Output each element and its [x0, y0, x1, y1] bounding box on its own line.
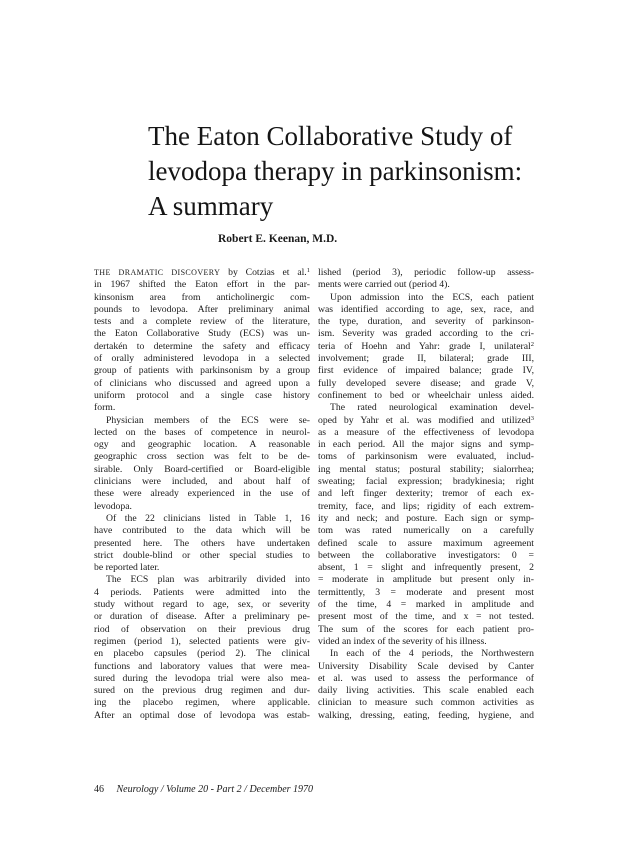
text-line: geographic cross section was felt to be de-: [94, 451, 310, 463]
text-line: After an optimal dose of levodopa was estab-: [94, 709, 310, 721]
footnote-ref: 2: [530, 340, 534, 348]
text-line: = moderate in amplitude but present only in-: [318, 574, 534, 586]
text-line: toms of parkinsonism were evaluated, includ-: [318, 451, 534, 463]
text-line: as a measure of the effectiveness of levodopa: [318, 426, 534, 438]
text-line: In each of the 4 periods, the Northwestern: [330, 648, 534, 660]
text-line: was identified according to age, sex, race, and: [318, 303, 534, 315]
text-line: uniform protocol and a single case history: [94, 389, 310, 401]
text-line: kinsonism area from anticholinergic com-: [94, 291, 310, 303]
text-line: daily living activities. This scale enabled each: [318, 685, 534, 697]
text-line: pounds to levodopa. After preliminary animal: [94, 303, 310, 315]
paragraph: [94, 574, 310, 722]
title-line: levodopa therapy in parkinsonism:: [148, 156, 523, 186]
text-line: teria of Hoehn and Yahr: grade I, unilateral$^2$: [318, 340, 534, 352]
text-line: have contributed to the data which will be: [94, 525, 310, 537]
paragraph: [318, 292, 534, 403]
text-line: University Disability Scale devised by Canter: [318, 660, 534, 672]
text-line: riod of observation on their previous drug: [94, 623, 310, 635]
title-line: The Eaton Collaborative Study of: [148, 121, 513, 151]
paragraph: [94, 513, 310, 574]
text-line: form.: [94, 402, 116, 414]
text-line: walking, dressing, eating, feeding, hygiene, and: [318, 709, 534, 721]
page-number: 46: [94, 784, 104, 795]
text-line: involvement; grade II, bilateral; grade III,: [318, 353, 534, 365]
text-line: confinement to bed or wheelchair unless aided.: [318, 389, 534, 401]
footnote-ref: 1: [306, 267, 310, 274]
text-line: of clinicians who discussed and agreed upon a: [94, 377, 310, 389]
text-line: ism. Severity was graded according to the cri-: [318, 328, 534, 340]
text-line: first evidence of impaired balance; grade IV,: [318, 365, 534, 377]
text-line: functions and laboratory values that were mea-: [94, 660, 310, 672]
text-line: of the time, 4 = marked in amplitude and: [318, 599, 534, 611]
text-line: these were already experienced in the use of: [94, 488, 310, 500]
text-line: 4 periods. Patients were admitted into the: [94, 586, 310, 598]
text-line: in each period. All the major signs and symp-: [318, 439, 534, 451]
text-line: regimen (period 1), selected patients were giv-: [94, 635, 310, 647]
text-line: oped by Yahr et al. was modified and utilized$^3$: [318, 414, 534, 426]
text-line: or duration of disease. After a preliminary pe-: [94, 611, 310, 623]
paragraph: [318, 402, 534, 648]
text-line: dertakén to determine the safety and efficacy: [94, 340, 310, 352]
text-line: ments were carried out (period 4).: [318, 279, 450, 291]
text-line: of orally administered levodopa in a selected: [94, 353, 310, 365]
text-line: lected on the bases of competence in neurol-: [94, 426, 310, 438]
text-line: ing mental status; postural stability; sialorrhea;: [318, 463, 534, 475]
text-line: tremity, face, and lips; rigidity of each extrem-: [318, 500, 534, 512]
paragraph: [94, 267, 310, 415]
text-line: THE DRAMATIC DISCOVERY by Cotzias et al.$^1$: [94, 267, 310, 278]
text-line: levodopa.: [94, 500, 132, 512]
text-line: in 1967 shifted the Eaton effort in the par-: [94, 279, 310, 291]
text-line: ogy and geographic location. A reasonable: [94, 439, 310, 451]
text-line: clinicians were included, and about half of: [94, 476, 310, 488]
text-line: the Eaton Collaborative Study (ECS) was un-: [94, 328, 310, 340]
title-line: A summary: [148, 191, 274, 221]
article-title: [148, 119, 568, 224]
paragraph: [94, 415, 310, 513]
footnote-ref: 3: [530, 414, 534, 422]
right-column: [318, 267, 534, 722]
text-line: The sum of the scores for each patient pro-: [318, 623, 534, 635]
text-line: tom was rated numerically on a carefully: [318, 525, 534, 537]
text-line: presented here. The others have undertaken: [94, 537, 310, 549]
text-line: be reported later.: [94, 562, 160, 574]
text-line: group of patients with parkinsonism by a group: [94, 365, 310, 377]
text-line: sweating; facial expression; bradykinesia; right: [318, 476, 534, 488]
text-line: The ECS plan was arbitrarily divided into: [106, 574, 310, 586]
text-line: defined scale to assure maximum agreement: [318, 537, 534, 549]
paragraph: [318, 267, 534, 292]
text-line: absent, 1 = slight and infrequently present, 2: [318, 562, 534, 574]
text-line: The rated neurological examination devel-: [330, 402, 534, 414]
text-line: present most of the time, and x = not tested.: [318, 611, 534, 623]
author-byline: Robert E. Keenan, M.D.: [218, 233, 338, 245]
text-line: ity and neck; and posture. Each sign or symp-: [318, 512, 534, 524]
text-line: tests and a complete review of the literature,: [94, 316, 310, 328]
lead-in-smallcaps: THE DRAMATIC DISCOVERY: [94, 268, 221, 277]
text-line: clinician to measure such common activities as: [318, 697, 534, 709]
text-line: Upon admission into the ECS, each patient: [330, 291, 534, 303]
text-line: lished (period 3), periodic follow-up assess-: [318, 267, 534, 278]
text-line: fully developed severe disease; and grade V,: [318, 377, 534, 389]
journal-citation: Neurology / Volume 20 - Part 2 / December 1970: [116, 784, 314, 795]
text-line: vided an index of the severity of his illness.: [318, 635, 487, 647]
text-line: Physician members of the ECS were se-: [106, 414, 310, 426]
text-line: et al. was used to assess the performance of: [318, 672, 534, 684]
text-line: termittently, 3 = moderate and present most: [318, 586, 534, 598]
text-line: the type, duration, and severity of parkinson-: [318, 316, 534, 328]
text-line: sured on the previous drug regimen and dur-: [94, 685, 310, 697]
text-line: and left finger dexterity; tremor of each ex-: [318, 488, 534, 500]
paragraph: [318, 648, 534, 722]
text-line: between the collaborative investigators: 0 =: [318, 549, 534, 561]
page-footer: [94, 784, 313, 795]
text-line: study without regard to age, sex, or severity: [94, 599, 310, 611]
text-line: sured during the levodopa trial were also mea-: [94, 672, 310, 684]
text-line: sirable. Only Board-certified or Board-eligible: [94, 463, 310, 475]
text-line: Of the 22 clinicians listed in Table 1, 16: [106, 512, 310, 524]
text-line: strict double-blind or other special studies to: [94, 549, 310, 561]
text-line: en placebo capsules (period 2). The clinical: [94, 648, 310, 660]
left-column: [94, 267, 310, 722]
text-line: ing the placebo regimen, where applicable.: [94, 697, 310, 709]
